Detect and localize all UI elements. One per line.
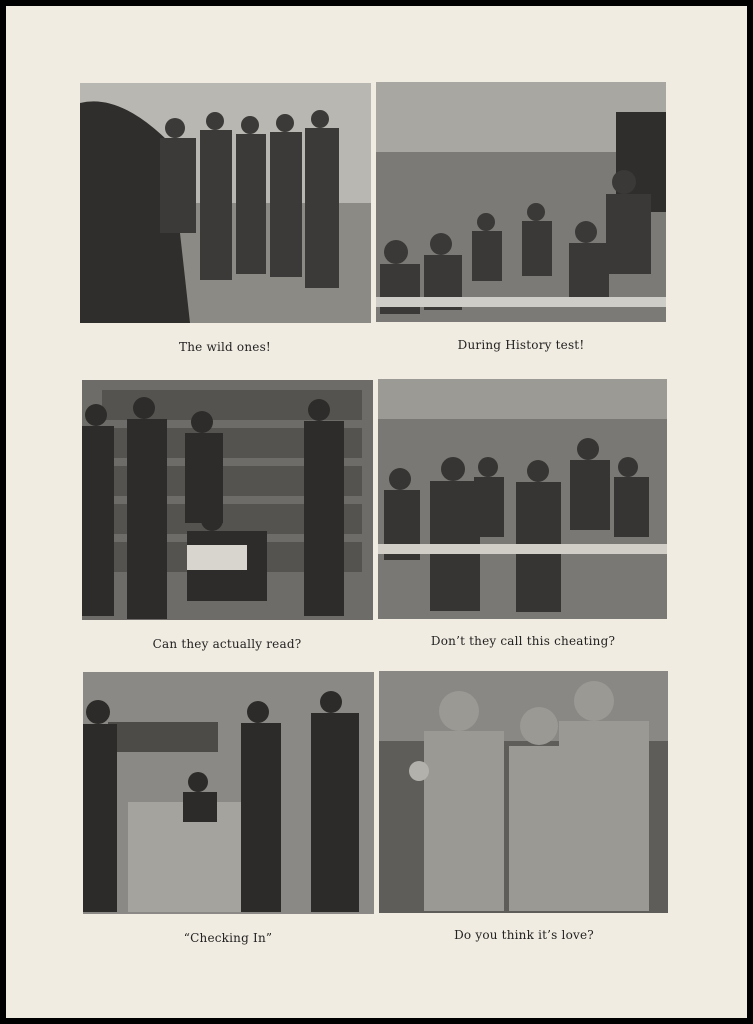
photo-checking-in [83, 672, 374, 914]
caption-wild-ones: The wild ones! [179, 340, 271, 354]
caption-checking-in: “Checking In” [183, 931, 273, 945]
caption-love: Do you think it’s love? [454, 928, 594, 942]
photo-library [82, 380, 373, 620]
photo-wild-ones [80, 83, 371, 323]
yearbook-page [6, 6, 747, 1018]
caption-cheating: Don’t they call this cheating? [430, 634, 616, 648]
photo-cheating [378, 379, 667, 619]
caption-library: Can they actually read? [152, 637, 302, 651]
photo-history-test [376, 82, 666, 322]
caption-history-test: During History test! [457, 338, 585, 352]
photo-love [379, 671, 668, 913]
